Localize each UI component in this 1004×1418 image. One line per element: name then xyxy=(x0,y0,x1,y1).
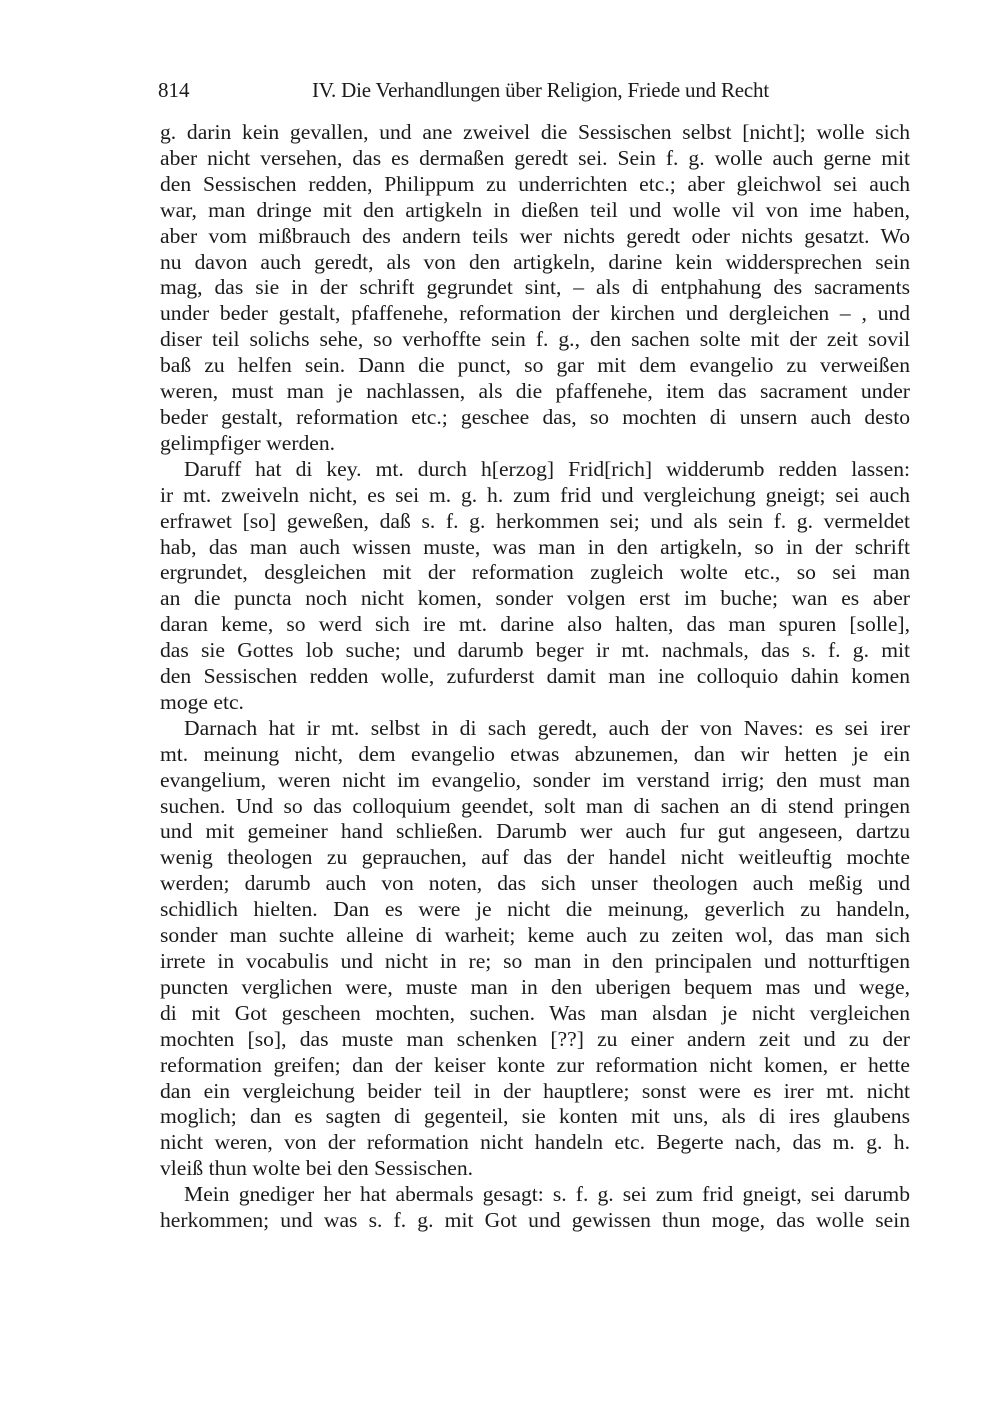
text-line: werden; darumb auch von noten, das sich unser theologen auch meßig und xyxy=(160,871,910,896)
body-text xyxy=(160,120,910,1234)
text-line: evangelium, weren nicht im evangelio, sonder im verstand irrig; den must man xyxy=(160,767,910,792)
text-line: puncten verglichen were, muste man in den uberigen bequem mas und wege, xyxy=(160,974,910,999)
paragraph xyxy=(160,120,910,457)
text-line: nicht weren, von der reformation nicht handeln etc. Begerte nach, das m. g. h. xyxy=(160,1130,910,1155)
text-line: das sie Gottes lob suche; und darumb beger ir mt. nachmals, das s. f. g. mit xyxy=(160,638,910,663)
paragraph xyxy=(160,457,910,716)
text-line: und mit gemeiner hand schließen. Darumb wer auch fur gut angeseen, dartzu xyxy=(160,819,910,844)
text-line: mt. meinung nicht, dem evangelio etwas abzunemen, dan wir hetten je ein xyxy=(160,741,910,766)
text-line: ergrundet, desgleichen mit der reformation zugleich wolte etc., so sei man xyxy=(160,560,910,585)
paragraph xyxy=(160,1182,910,1234)
text-line: di mit Got gescheen mochten, suchen. Was man alsdan je nicht vergleichen xyxy=(160,1000,910,1025)
running-head-title: IV. Die Verhandlungen über Religion, Friede und Recht xyxy=(312,78,769,102)
text-line: sonder man suchte alleine di warheit; keme auch zu zeiten wol, das man sich xyxy=(160,923,910,948)
text-line: den Sessischen redden wolle, zufurderst damit man ine colloquio dahin komen xyxy=(160,664,910,689)
text-line: aber vom mißbrauch des andern teils wer nichts geredt oder nichts gesatzt. Wo xyxy=(160,223,910,248)
text-line: schidlich hielten. Dan es were je nicht die meinung, geverlich zu handeln, xyxy=(160,897,910,922)
text-line: erfrawet [so] geweßen, daß s. f. g. herkommen sei; und als sein f. g. vermeldet xyxy=(160,508,910,533)
text-line: g. darin kein gevallen, und ane zweivel die Sessischen selbst [nicht]; wolle sich xyxy=(160,120,910,144)
text-line: diser teil solichs sehe, so verhoffte sein f. g., den sachen solte mit der zeit sovil xyxy=(160,327,910,352)
text-line: den Sessischen redden, Philippum zu underrichten etc.; aber gleichwol sei auch xyxy=(160,171,910,196)
text-line: vleiß thun wolte bei den Sessischen. xyxy=(160,1156,474,1181)
text-line: herkommen; und was s. f. g. mit Got und gewissen thun moge, das wolle sein xyxy=(160,1208,910,1233)
text-line: irrete in vocabulis und nicht in re; so man in den principalen und notturftigen xyxy=(160,949,910,973)
text-line: mag, das sie in der schrift gegrundet sint, – als di entphahung des sacraments xyxy=(160,275,910,300)
text-line: an die puncta noch nicht komen, sonder volgen erst im buche; wan es aber xyxy=(160,586,910,611)
text-line: Darnach hat ir mt. selbst in di sach geredt, auch der von Naves: es sei irer xyxy=(184,715,910,740)
text-line: reformation greifen; dan der keiser konte zur reformation nicht komen, er hette xyxy=(160,1052,910,1077)
text-line: war, man dringe mit den artigkeln in dießen teil und wolle vil von ime haben, xyxy=(160,197,910,222)
text-line: mochten [so], das muste man schenken [??] zu einer andern zeit und zu der xyxy=(160,1026,910,1051)
text-line: under beder gestalt, pfaffenehe, reformation der kirchen und dergleichen – , und xyxy=(160,301,910,326)
paragraph xyxy=(160,716,910,1182)
text-line: weren, must man je nachlassen, als die pfaffenehe, item das sacrament under xyxy=(160,379,910,404)
text-line: wenig theologen zu geprauchen, auf das der handel nicht weitleuftig mochte xyxy=(160,845,910,870)
text-line: daran keme, so werd sich ire mt. darine also halten, das man spuren [solle], xyxy=(160,612,910,637)
text-line: suchen. Und so das colloquium geendet, solt man di sachen an di stend pringen xyxy=(160,793,910,818)
text-line: hab, das man auch wissen muste, was man in den artigkeln, so in der schrift xyxy=(160,534,910,559)
text-line: Mein gnediger her hat abermals gesagt: s. f. g. sei zum frid gneigt, sei darumb xyxy=(184,1182,910,1207)
text-line: moglich; dan es sagten di gegenteil, sie konten mit uns, als di ires glaubens xyxy=(160,1104,910,1129)
text-line: aber nicht versehen, das es dermaßen geredt sei. Sein f. g. wolle auch gerne mit xyxy=(160,145,910,170)
text-line: baß zu helfen sein. Dann die punct, so gar mit dem evangelio zu verweißen xyxy=(160,353,910,378)
text-line: ir mt. zweiveln nicht, es sei m. g. h. zum frid und vergleichung gneigt; sei auch xyxy=(160,482,910,507)
text-line: nu davon auch geredt, als von den artigkeln, darine kein widdersprechen sein xyxy=(160,249,910,274)
text-line: dan ein vergleichung beider teil in der hauptlere; sonst were es irer mt. nicht xyxy=(160,1078,910,1103)
text-line: beder gestalt, reformation etc.; geschee das, so mochten di unsern auch desto xyxy=(160,404,910,429)
text-line: moge etc. xyxy=(160,689,244,714)
text-line: gelimpfiger werden. xyxy=(160,430,336,455)
page-number: 814 xyxy=(158,78,190,102)
running-head xyxy=(160,78,910,106)
text-line: Daruff hat di key. mt. durch h[erzog] Frid[rich] widderumb redden lassen: xyxy=(184,456,910,481)
